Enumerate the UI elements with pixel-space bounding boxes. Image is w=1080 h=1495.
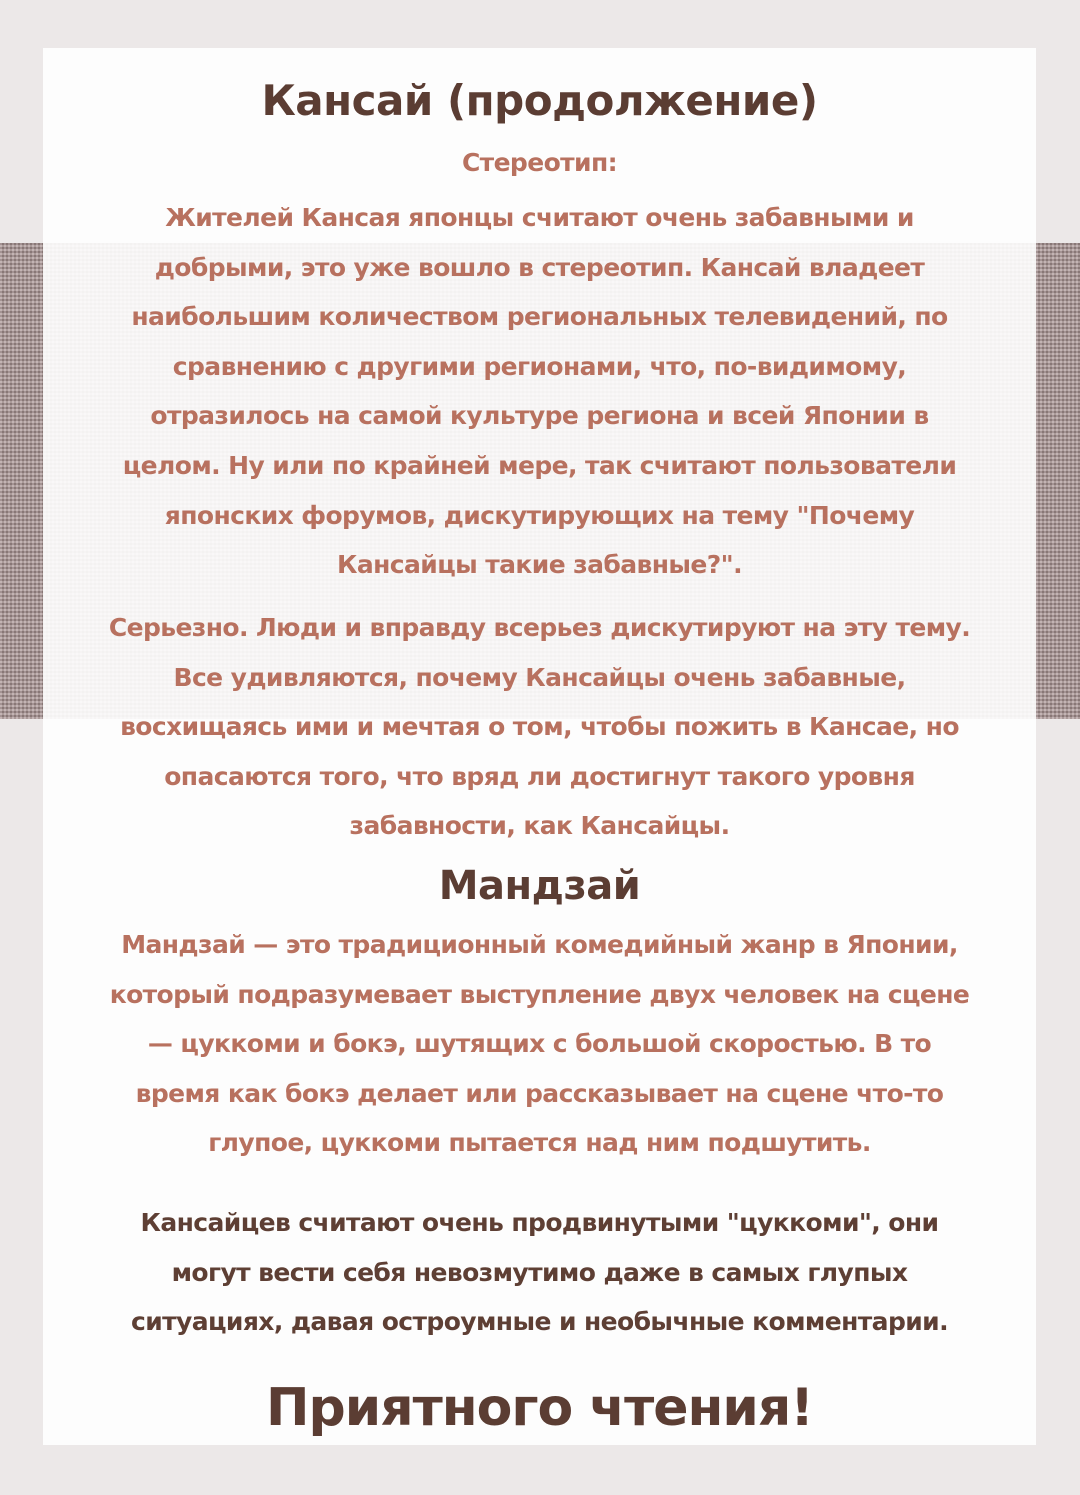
stereotype-label: Стереотип: bbox=[461, 148, 618, 177]
manzai-paragraph: Мандзай — это традиционный комедийный жанр в Японии, который подразумевает выступление двух человек на сцене — цуккоми и бокэ, шутящих с большой скоростью. В то время как бокэ делает или рассказывает на сцене что-то глупое, цуккоми пытается над ним подшутить. bbox=[109, 930, 970, 1158]
stereotype-paragraph: Жителей Кансая японцы считают очень забавными и добрыми, это уже вошло в стереотип. Кансай владеет наибольшим количеством региональных телевидений, по сравнению с другими регионами, что, по-видимому, отразилось на самой культуре региона и всей Японии в целом. Ну или по крайней мере, так считают пользователи японских форумов, дискутирующих на тему "Почему Кансайцы такие забавные?". bbox=[122, 203, 957, 580]
serious-paragraph: Серьезно. Люди и вправду всерьез дискутируют на эту тему. Все удивляются, почему Кансайцы очень забавные, восхищаясь ими и мечтая о том, чтобы пожить в Кансае, но опасаются того, что вряд ли достигнут такого уровня забавности, как Кансайцы. bbox=[108, 613, 971, 841]
closing-heading: Приятного чтения! bbox=[266, 1378, 813, 1438]
content-card bbox=[43, 48, 1036, 1445]
page-title: Кансай (продолжение) bbox=[261, 76, 818, 125]
manzai-heading: Мандзай bbox=[438, 863, 641, 909]
kansai-tsukkomi-paragraph: Кансайцев считают очень продвинутыми "цуккоми", они могут вести себя невозмутимо даже в самых глупых ситуациях, давая остроумные и необычные комментарии. bbox=[131, 1208, 948, 1337]
